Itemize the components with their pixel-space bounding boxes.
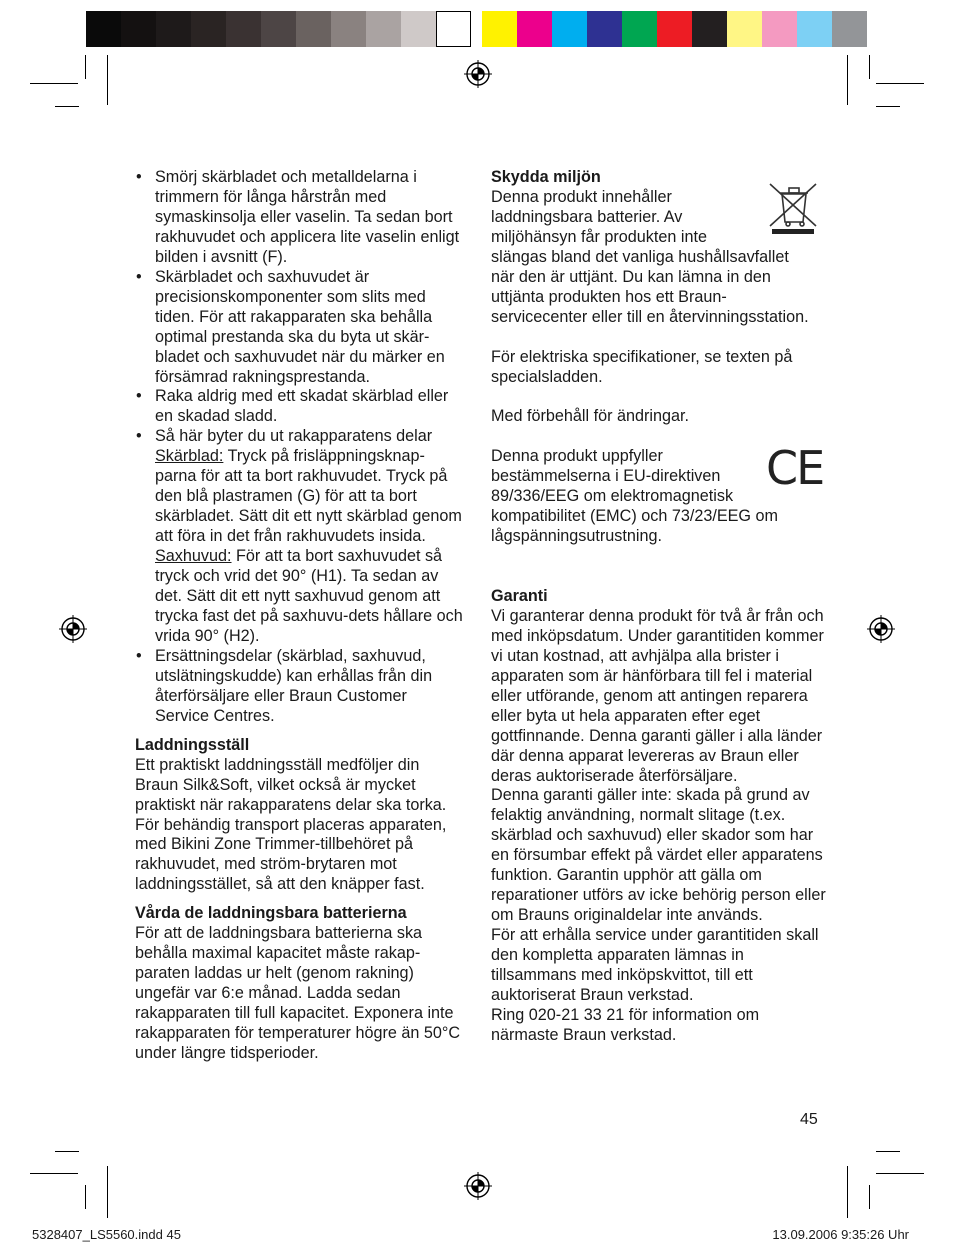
- color-swatch: [191, 11, 226, 47]
- left-column: [135, 168, 463, 1064]
- parts-intro: Så här byter du ut rakapparatens delar: [155, 427, 433, 446]
- warranty-text: Vi garanterar denna produkt för två år från och med inköpsdatum. Under garantitiden kommer vi utan kostnad, att avhjälpa alla brister i apparaten som är hänförbara till fel i material eller utförande, genom att antingen reparera eller byta ut hela apparaten efter eget gottfinnande. Denna garanti gäller i alla länder där denna apparat levereras av Braun eller deras auktoriserade återförsäljare.: [491, 606, 824, 785]
- color-swatch: [552, 11, 587, 47]
- list-item: • Smörj skärbladet och metalldelarna i trimmern för långa hårstrån med symaskinsolja eller vaselin. Ta sedan bort rakhuvudet och applicera lite vaselin enligt bilden i avsnitt (F).: [135, 168, 463, 268]
- color-swatch: [727, 11, 762, 47]
- list-item: • Raka aldrig med ett skadat skärblad eller en skadad sladd.: [135, 387, 463, 427]
- list-item: • Så här byter du ut rakapparatens delar Skärblad: Tryck på frisläppningsknap-parna för att ta bort rakhuvudet. Tryck på den blå plastramen (G) för att ta bort skärbladet. Sätt dit ett nytt skärblad genom att föra in det från rakhuvudets insida. Saxhuvud: För att ta bort saxhuvudet så tryck och vrid det 90° (H1). Ta sedan av det. Sätt dit ett nytt saxhuvud genom att trycka fast det på saxhuvu-dets hållare och vrida 90° (H2).: [135, 427, 463, 646]
- section-text: För att de laddningsbara batterierna ska behålla maximal kapacitet måste rakap-paraten laddas ur helt (genom rakning) ungefär var 6:e månad. Ladda sedan rakapparaten till full kapacitet. Exponera inte rakapparaten för temperaturer högre än 50°C under längre tidsperioder.: [135, 924, 461, 1062]
- spec-text: För elektriska specifikationer, se texten på specialsladden.: [491, 347, 793, 386]
- color-swatch: [226, 11, 261, 47]
- color-swatch: [331, 11, 366, 47]
- registration-mark-icon: [464, 1172, 492, 1200]
- reserve-text: Med förbehåll för ändringar.: [491, 407, 689, 426]
- list-item: • Skärbladet och saxhuvudet är precisionskomponenter som slits med tiden. För att rakapparaten ska behålla optimal prestanda ska du byta ut skär-bladet och saxhuvudet när du märker en försämrad rakningsprestanda.: [135, 268, 463, 388]
- section-heading: Garanti: [491, 586, 548, 605]
- color-swatch: [762, 11, 797, 47]
- process-color-bar: [482, 11, 867, 47]
- ce-text: Denna produkt uppfyller bestämmelserna i EU-direktiven 89/336/EEG om elektromagnetisk kompatibilitet (EMC) och 73/23/EEG om lågspänningsutrustning.: [491, 447, 778, 546]
- section-text: Ett praktiskt laddningsställ medföljer din Braun Silk&Soft, vilket också är mycket praktiskt när rakapparatens delar ska torka. För behändig transport placeras apparaten, med Bikini Zone Trimmer-tillbehöret på rakhuvudet, med ström-brytaren mot laddningsstället, så att den knäpper fast.: [135, 755, 447, 894]
- color-swatch: [622, 11, 657, 47]
- color-swatch: [436, 11, 471, 47]
- color-swatch: [401, 11, 436, 47]
- color-swatch: [121, 11, 156, 47]
- registration-mark-icon: [464, 60, 492, 88]
- warranty-text: Ring 020-21 33 21 för information om närmaste Braun verkstad.: [491, 1005, 760, 1044]
- color-swatch: [832, 11, 867, 47]
- color-swatch: [261, 11, 296, 47]
- weee-crossed-bin-icon: [768, 182, 820, 234]
- maintenance-list: [135, 168, 463, 727]
- warranty-text: Denna garanti gäller inte: skada på grund av felaktig användning, normalt slitage (t.ex. skärblad och saxhuvud) eller skador som har en försumbar effekt på värdet eller apparatens funktion. Garantin upphör att gälla om reparationer utförs av icke behörig person eller om Brauns originaldelar inte används.: [491, 786, 826, 925]
- color-swatch: [797, 11, 832, 47]
- right-column: [491, 168, 826, 1046]
- list-item: • Ersättningsdelar (skärblad, saxhuvud, utslätningskudde) kan erhållas från din återförsäljare eller Braun Customer Service Centres.: [135, 647, 463, 727]
- color-swatch: [482, 11, 517, 47]
- registration-mark-icon: [59, 615, 87, 643]
- color-swatch: [657, 11, 692, 47]
- section-text: Denna produkt innehåller laddningsbara batterier. Av miljöhänsyn får produkten inte slängas bland det vanliga hushållsavfallet när den är uttjänt. Du kan lämna in den uttjänta produkten hos ett Braun-servicecenter eller till en återvinningsstation.: [491, 187, 809, 326]
- footer-timestamp: 13.09.2006 9:35:26 Uhr: [772, 1227, 909, 1242]
- section-heading: Skydda miljön: [491, 168, 601, 186]
- cutter-label: Skärblad:: [155, 447, 224, 466]
- foil-label: Saxhuvud:: [155, 547, 232, 566]
- ce-mark-icon: CE: [766, 441, 824, 496]
- color-swatch: [366, 11, 401, 47]
- registration-mark-icon: [867, 615, 895, 643]
- section-heading: Vårda de laddningsbara batterierna: [135, 904, 407, 923]
- footer-filename: 5328407_LS5560.indd 45: [32, 1227, 181, 1242]
- color-swatch: [296, 11, 331, 47]
- page-number: 45: [800, 1111, 818, 1128]
- warranty-text: För att erhålla service under garantitiden skall den kompletta apparaten lämnas in tillsammans med inköpskvittot, till ett auktoriserat Braun verkstad.: [491, 926, 819, 1004]
- grayscale-color-bar: [86, 11, 471, 47]
- color-swatch: [156, 11, 191, 47]
- color-swatch: [587, 11, 622, 47]
- color-swatch: [692, 11, 727, 47]
- section-heading: Laddningsställ: [135, 735, 250, 754]
- color-swatch: [517, 11, 552, 47]
- color-swatch: [86, 11, 121, 47]
